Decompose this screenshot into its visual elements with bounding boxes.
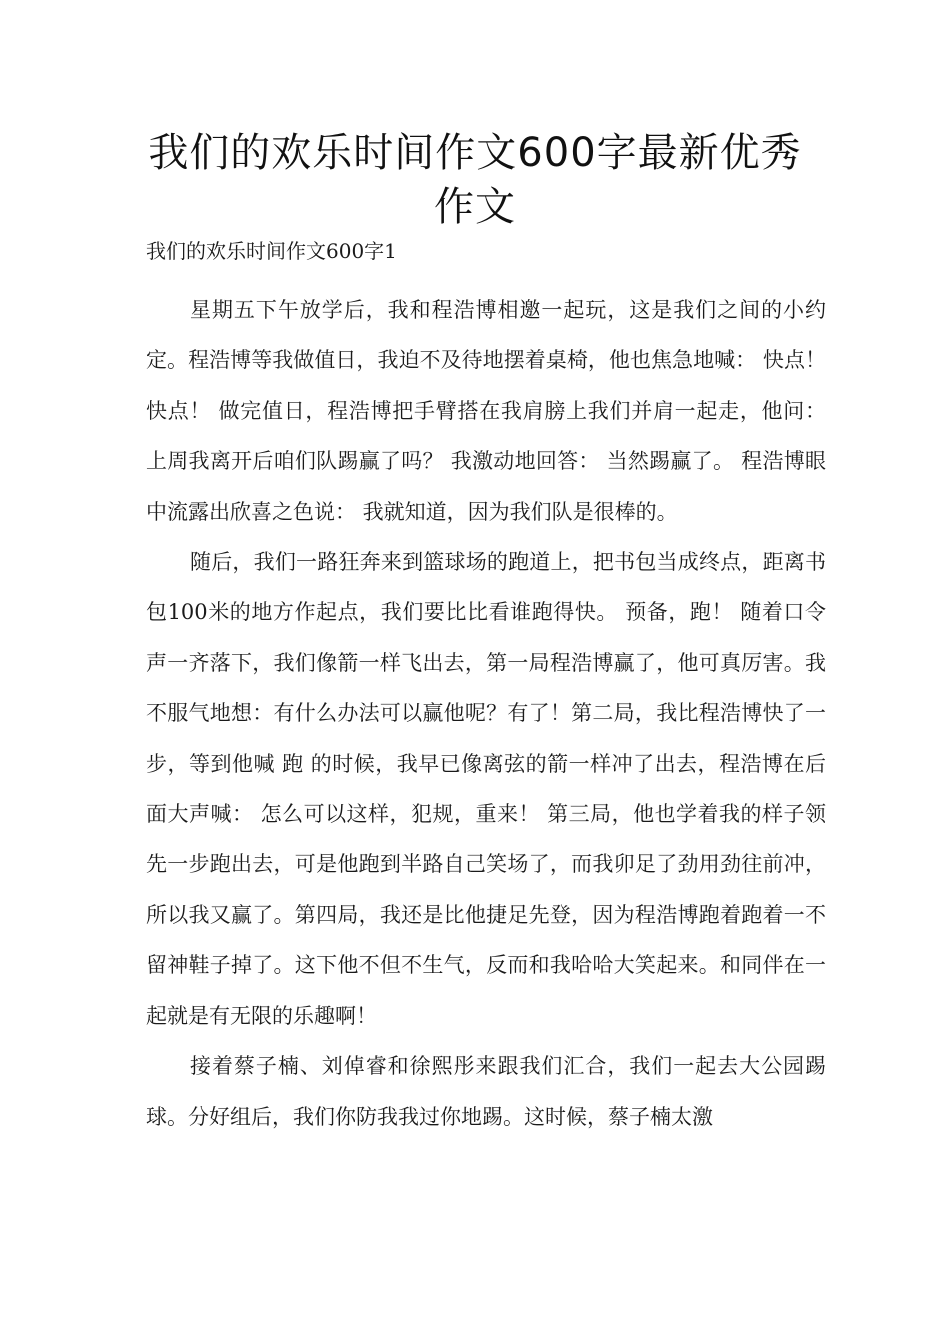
body-paragraph: 随后，我们一路狂奔来到篮球场的跑道上，把书包当成终点，距离书包100米的地方作起点，我们要比比看谁跑得快。 预备，跑！ 随着口令声一齐落下，我们像箭一样飞出去，第一局程浩博赢了，他可真厉害。我不服气地想：有什么办法可以赢他呢？有了！第二局，我比程浩博快了一步，等到他喊 跑 的时候，我早已像离弦的箭一样冲了出去，程浩博在后面大声喊： 怎么可以这样，犯规，重来！ 第三局，他也学着我的样子领先一步跑出去，可是他跑到半路自己笑场了，而我卯足了劲用劲往前冲，所以我又赢了。第四局，我还是比他捷足先登，因为程浩博跑着跑着一不留神鞋子掉了。这下他不但不生气，反而和我哈哈大笑起来。和同伴在一起就是有无限的乐趣啊！	[146, 550, 826, 1028]
body-paragraph: 星期五下午放学后，我和程浩博相邀一起玩，这是我们之间的小约定。程浩博等我做值日，我迫不及待地摆着桌椅，他也焦急地喊： 快点！快点！ 做完值日，程浩博把手臂搭在我肩膀上我们并肩一起走，他问： 上周我离开后咱们队踢赢了吗？ 我激动地回答： 当然踢赢了。 程浩博眼中流露出欣喜之色说： 我就知道，因为我们队是很棒的。	[146, 298, 826, 524]
document-body	[146, 285, 826, 1142]
document-title: 我们的欢乐时间作文600字最新优秀作文	[148, 130, 802, 230]
document-subtitle: 我们的欢乐时间作文600字1	[146, 239, 397, 263]
body-paragraph: 接着蔡子楠、刘倬睿和徐熙彤来跟我们汇合，我们一起去大公园踢球。分好组后，我们你防我我过你地踢。这时候，蔡子楠太激	[146, 1054, 826, 1129]
